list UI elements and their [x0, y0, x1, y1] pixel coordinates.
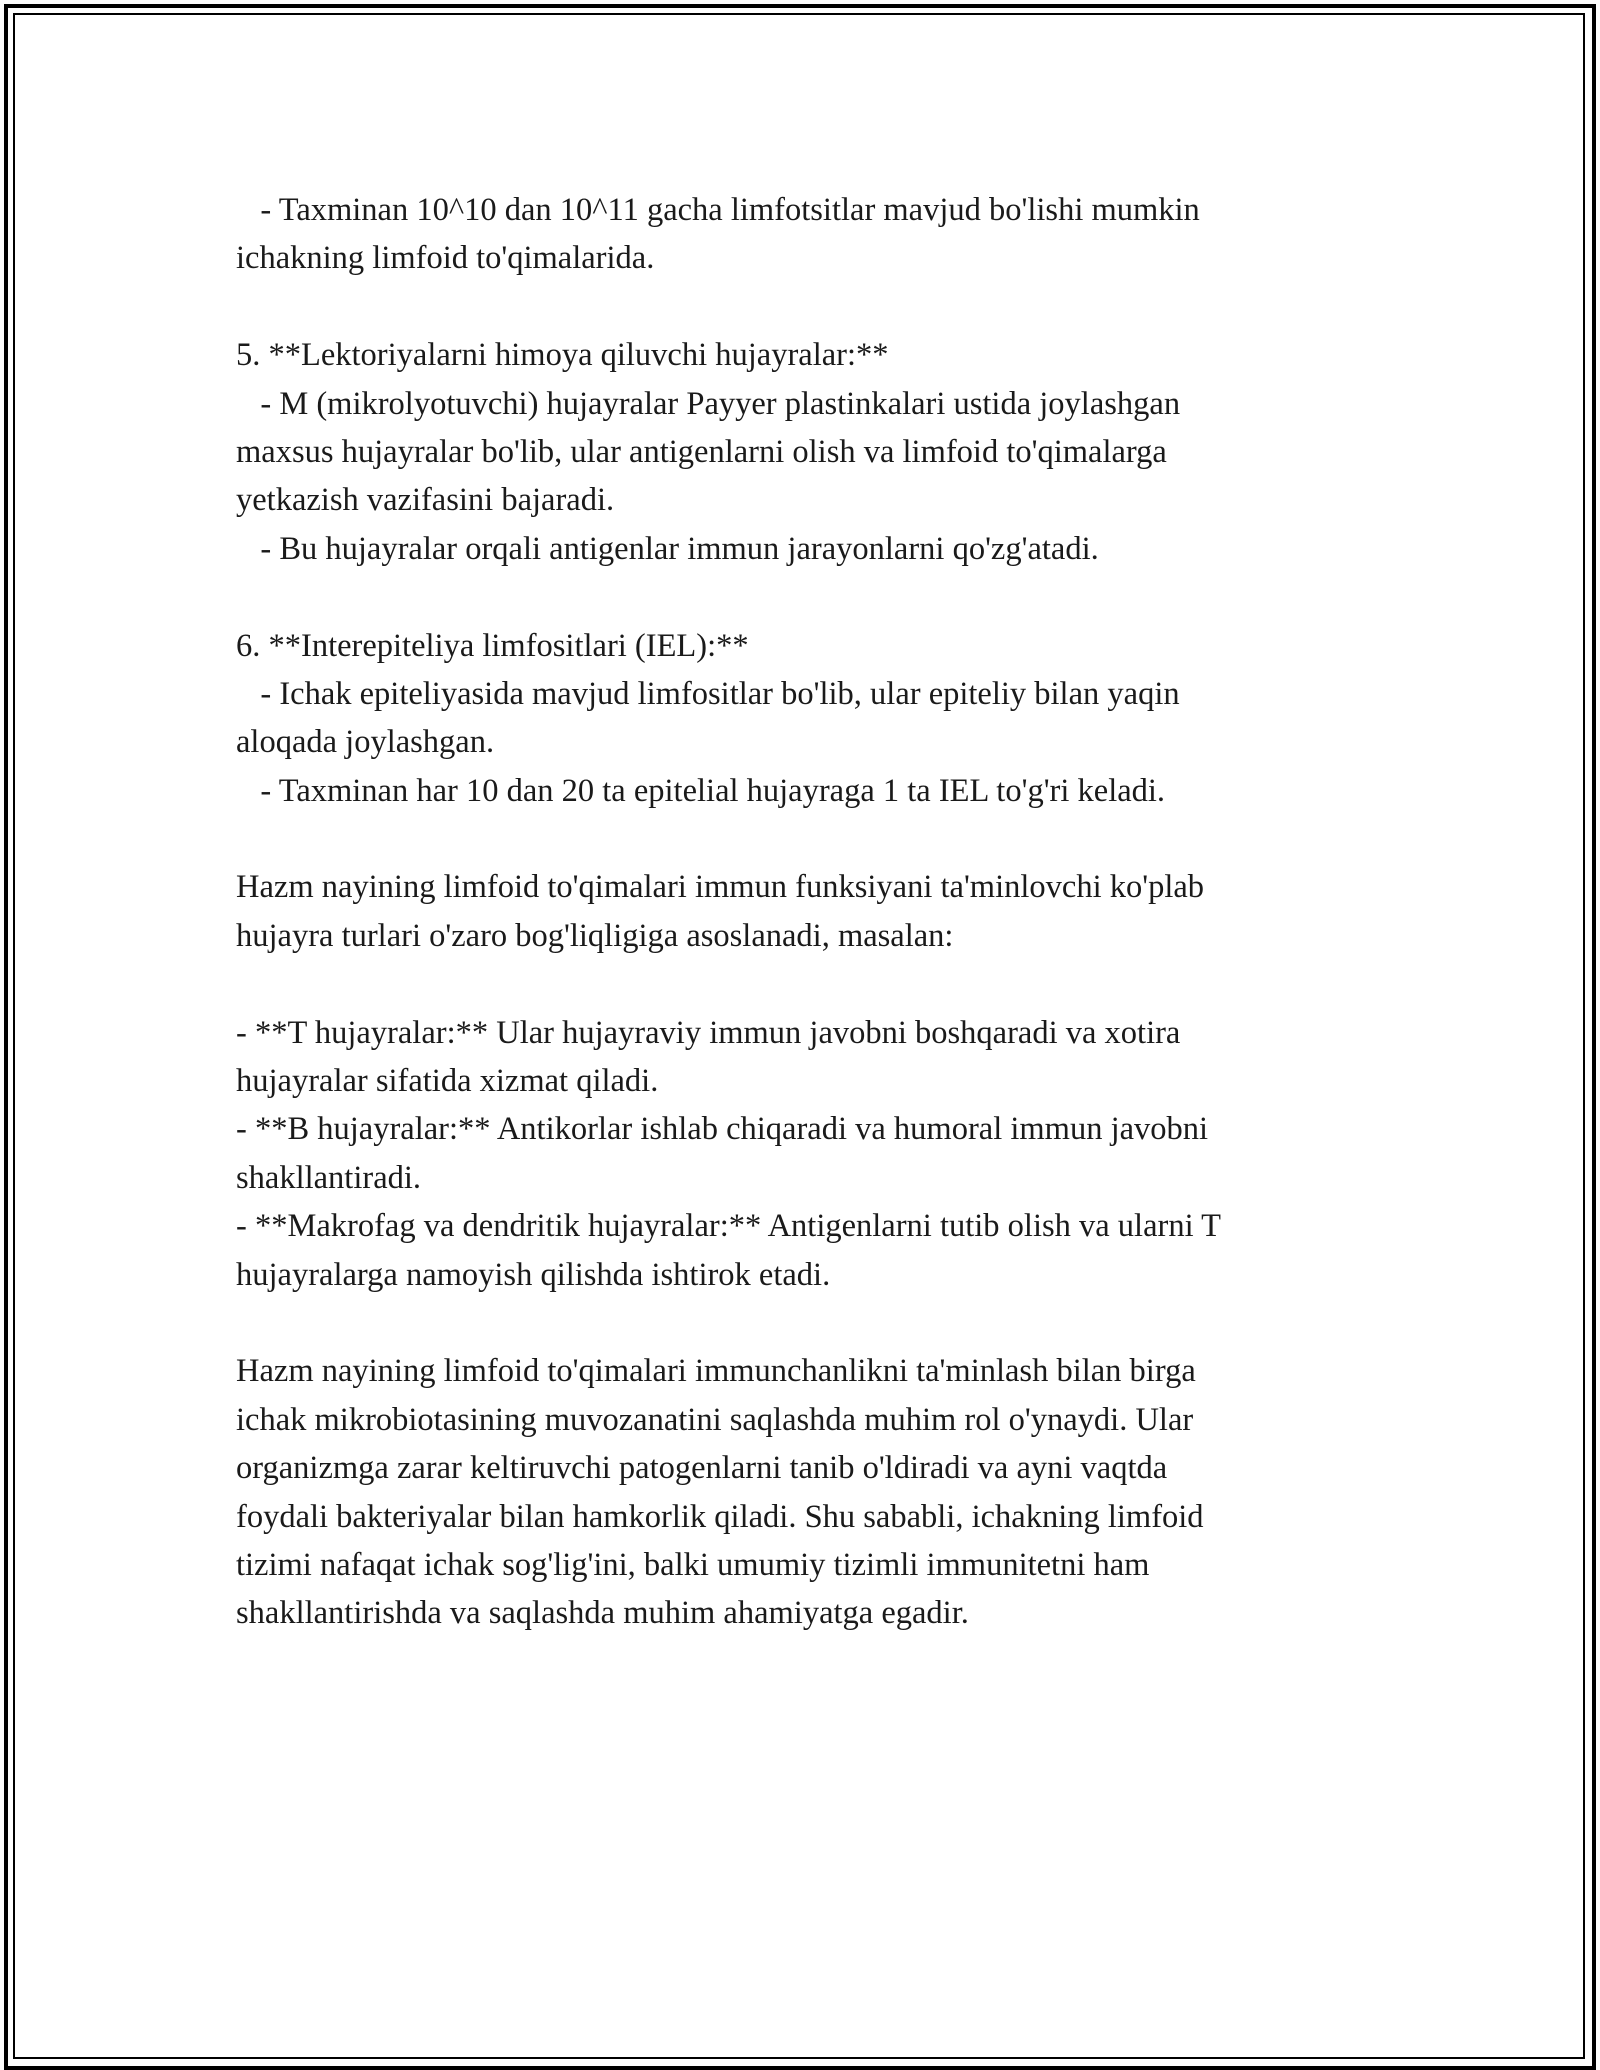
paragraph-line: hujayra turlari o'zaro bog'liqligiga asoslanadi, masalan: [236, 917, 954, 954]
text-line: - Taxminan har 10 dan 20 ta epitelial hujayraga 1 ta IEL to'g'ri keladi. [236, 772, 1166, 809]
blank-line [236, 573, 1366, 621]
section-heading: 6. **Interepiteliya limfositlari (IEL):** [236, 627, 749, 664]
blank-line [236, 815, 1366, 863]
blank-line [236, 960, 1366, 1008]
list-item-line: hujayralar sifatida xizmat qiladi. [236, 1063, 659, 1100]
paragraph-line: shakllantirishda va saqlashda muhim ahamiyatga egadir. [236, 1595, 969, 1632]
paragraph-line: Hazm nayining limfoid to'qimalari immunchanlikni ta'minlash bilan birga [236, 1353, 1196, 1390]
text-line: - Taxminan 10^10 dan 10^11 gacha limfotsitlar mavjud bo'lishi mumkin [236, 192, 1200, 228]
text-line: yetkazish vazifasini bajaradi. [236, 482, 615, 519]
paragraph-line: Hazm nayining limfoid to'qimalari immun funksiyani ta'minlovchi ko'plab [236, 869, 1205, 906]
list-item-line: - **Makrofag va dendritik hujayralar:** Antigenlarni tutib olish va ularni T [236, 1208, 1221, 1245]
section-heading: 5. **Lektoriyalarni himoya qiluvchi hujayralar:** [236, 337, 889, 374]
list-item-line: shakllantiradi. [236, 1159, 422, 1196]
paragraph-line: organizmga zarar keltiruvchi patogenlarni tanib o'ldiradi va ayni vaqtda [236, 1450, 1168, 1487]
blank-line [236, 1299, 1366, 1347]
text-line: - M (mikrolyotuvchi) hujayralar Payyer plastinkalari ustida joylashgan [236, 385, 1181, 422]
text-line: aloqada joylashgan. [236, 724, 495, 761]
list-item-line: - **B hujayralar:** Antikorlar ishlab chiqaradi va humoral immun javobni [236, 1111, 1209, 1148]
document-body [236, 186, 1366, 1638]
text-line: maxsus hujayralar bo'lib, ular antigenlarni olish va limfoid to'qimalarga [236, 433, 1167, 470]
list-item-line: hujayralarga namoyish qilishda ishtirok etadi. [236, 1256, 831, 1293]
list-item-line: - **T hujayralar:** Ular hujayraviy immun javobni boshqaradi va xotira [236, 1014, 1181, 1051]
paragraph-line: foydali bakteriyalar bilan hamkorlik qiladi. Shu sababli, ichakning limfoid [236, 1498, 1204, 1535]
blank-line [236, 283, 1366, 331]
text-line: ichakning limfoid to'qimalarida. [236, 240, 655, 277]
paragraph-line: tizimi nafaqat ichak sog'lig'ini, balki umumiy tizimli immunitetni ham [236, 1546, 1150, 1583]
paragraph-line: ichak mikrobiotasining muvozanatini saqlashda muhim rol o'ynaydi. Ular [236, 1401, 1194, 1438]
text-line: - Ichak epiteliyasida mavjud limfositlar bo'lib, ular epiteliy bilan yaqin [236, 675, 1180, 712]
text-line: - Bu hujayralar orqali antigenlar immun jarayonlarni qo'zg'atadi. [236, 530, 1099, 567]
